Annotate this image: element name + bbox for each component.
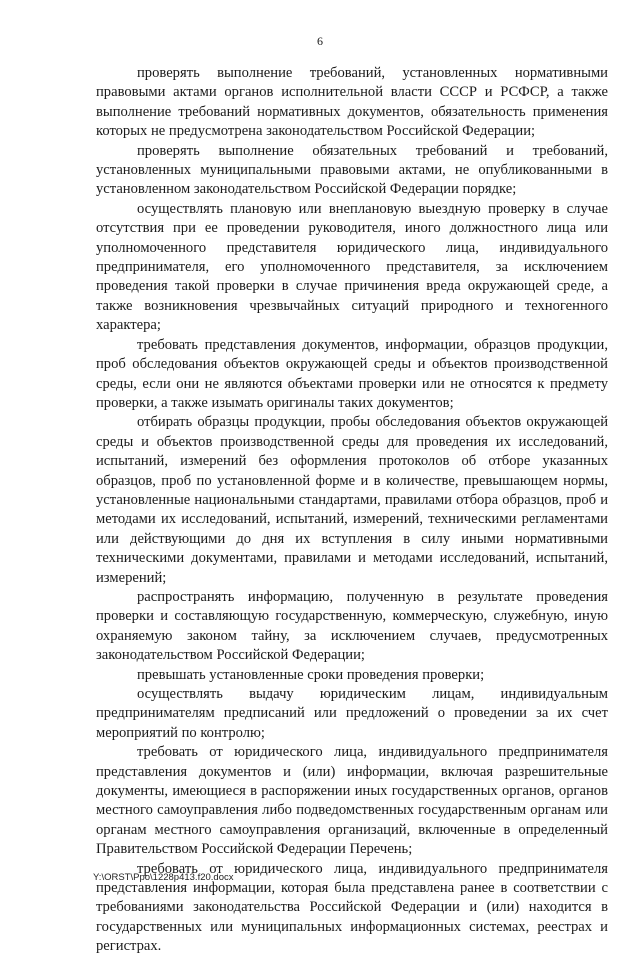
paragraph: осуществлять плановую или внеплановую выездную проверку в случае отсутствия при ее проведении руководителя, иного должностного лица или уполномоченного представителя юридического лица, индивидуального предпринимателя, его уполномоченного представителя, за исключением проведения такой проверки в случае причинения вреда окружающей среде, а также возникновения чрезвычайных ситуаций природного и техногенного характера; — [96, 200, 608, 334]
paragraph: распространять информацию, полученную в результате проведения проверки и составляющую государственную, коммерческую, служебную, иную охраняемую законом тайну, за исключением случаев, предусмотренных законодательством Российской Федерации; — [96, 588, 608, 664]
paragraph: требовать от юридического лица, индивидуального предпринимателя представления документов и (или) информации, включая разрешительные документы, имеющиеся в распоряжении иных государственных органов, органов местного самоуправления либо подведомственных государственным органам или органам местного самоуправления организаций, включенные в определенный Правительством Российской Федерации Перечень; — [96, 744, 608, 858]
paragraph: требовать представления документов, информации, образцов продукции, проб обследования объектов окружающей среды и объектов производственной среды, если они не являются объектами проверки или не относятся к предмету проверки, а также изымать оригиналы таких документов; — [96, 336, 608, 411]
paragraph: требовать от юридического лица, индивидуального предпринимателя представления информации, которая была представлена ранее в соответствии с требованиями законодательства Российской Федерации и (или) находится в государственных или муниципальных информационных системах, реестрах и регистрах. — [96, 860, 608, 955]
paragraph: превышать установленные сроки проведения проверки; — [137, 666, 485, 683]
paragraph: проверять выполнение требований, установленных нормативными правовыми актами органов исполнительной власти СССР и РСФСР, а также выполнение требований нормативных документов, обязательность применения которых не предусмотрена законодательством Российской Федерации; — [96, 65, 608, 140]
page-number: 6 — [317, 34, 323, 48]
paragraph: отбирать образцы продукции, пробы обследования объектов окружающей среды и объектов производственной среды для проведения их исследований, испытаний, измерений без оформления протоколов об отборе указанных образцов, проб по установленной форме и в количестве, превышающем нормы, установленные национальными стандартами, правилами отбора образцов, проб и методами их исследований, испытаний, измерений, техническими регламентами или действующими до дня их вступления в силу иными нормативными техническими документами, правилами и методами исследований, испытаний, измерений; — [96, 414, 608, 586]
footer-file-path: Y:\ORST\Ppo\1228p413.f20.docx — [93, 872, 234, 883]
paragraph: осуществлять выдачу юридическим лицам, индивидуальным предпринимателям предписаний или предложений о проведении за их счет мероприятий по контролю; — [96, 686, 608, 741]
paragraph: проверять выполнение обязательных требований и требований, установленных муниципальными правовыми актами, не опубликованными в установленном законодательством Российской Федерации порядке; — [96, 142, 608, 198]
document-body — [96, 64, 608, 957]
